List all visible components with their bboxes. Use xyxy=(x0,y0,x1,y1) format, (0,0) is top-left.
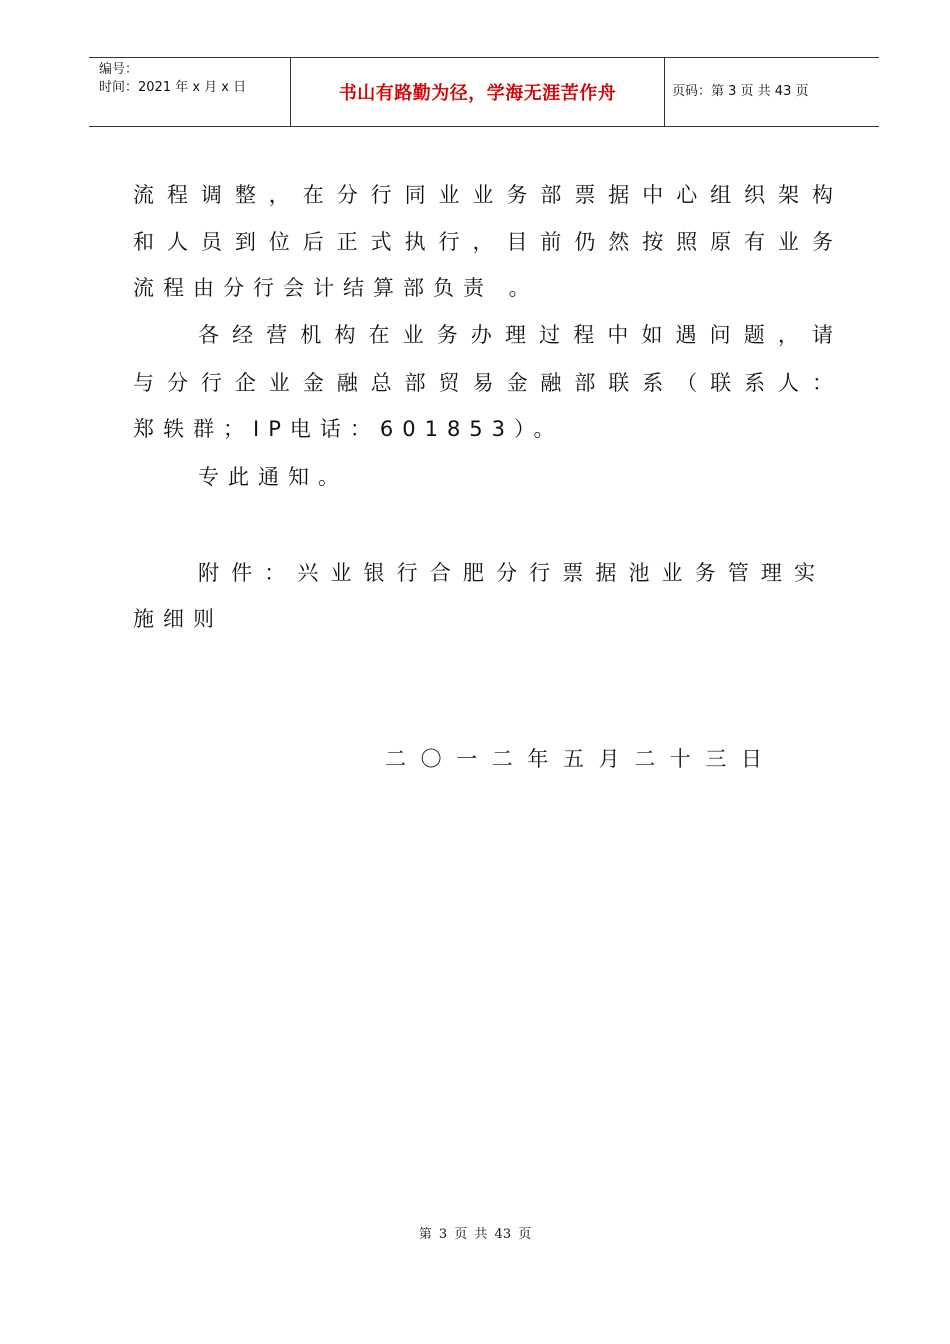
document-header xyxy=(89,57,879,127)
body-line-4: 各经营机构在业务办理过程中如遇问题，请 xyxy=(198,323,833,347)
header-motto-cell xyxy=(290,58,665,126)
page-footer xyxy=(0,1227,950,1243)
closing-line: 专此通知。 xyxy=(198,465,348,489)
header-motto: 书山有路勤为径，学海无涯苦作舟 xyxy=(338,83,617,104)
footer-page-number: 第 3 页 共 43 页 xyxy=(418,1227,532,1242)
document-code-label: 编号： xyxy=(99,62,139,77)
body-line-3: 流程由分行会计结算部负责 。 xyxy=(133,276,539,300)
header-page-number: 页码：第 3 页 共 43 页 xyxy=(672,84,809,99)
document-date: 二〇一二年五月二十三日 xyxy=(385,747,762,771)
header-page-cell xyxy=(664,58,879,126)
attachment-line-1: 附件：兴业银行合肥分行票据池业务管理实 xyxy=(198,561,815,585)
attachment-line-2: 施细则 xyxy=(133,607,223,631)
document-time-label: 时间：2021 年 x 月 x 日 xyxy=(99,80,247,95)
body-line-1: 流程调整，在分行同业业务部票据中心组织架构 xyxy=(133,183,833,207)
body-line-5: 与分行企业金融总部贸易金融部联系（联系人： xyxy=(133,371,833,395)
header-meta-cell xyxy=(89,58,290,126)
body-line-2: 和人员到位后正式执行，目前仍然按照原有业务 xyxy=(133,230,833,254)
body-line-6: 郑轶群；IP电话：601853）。 xyxy=(133,417,564,441)
